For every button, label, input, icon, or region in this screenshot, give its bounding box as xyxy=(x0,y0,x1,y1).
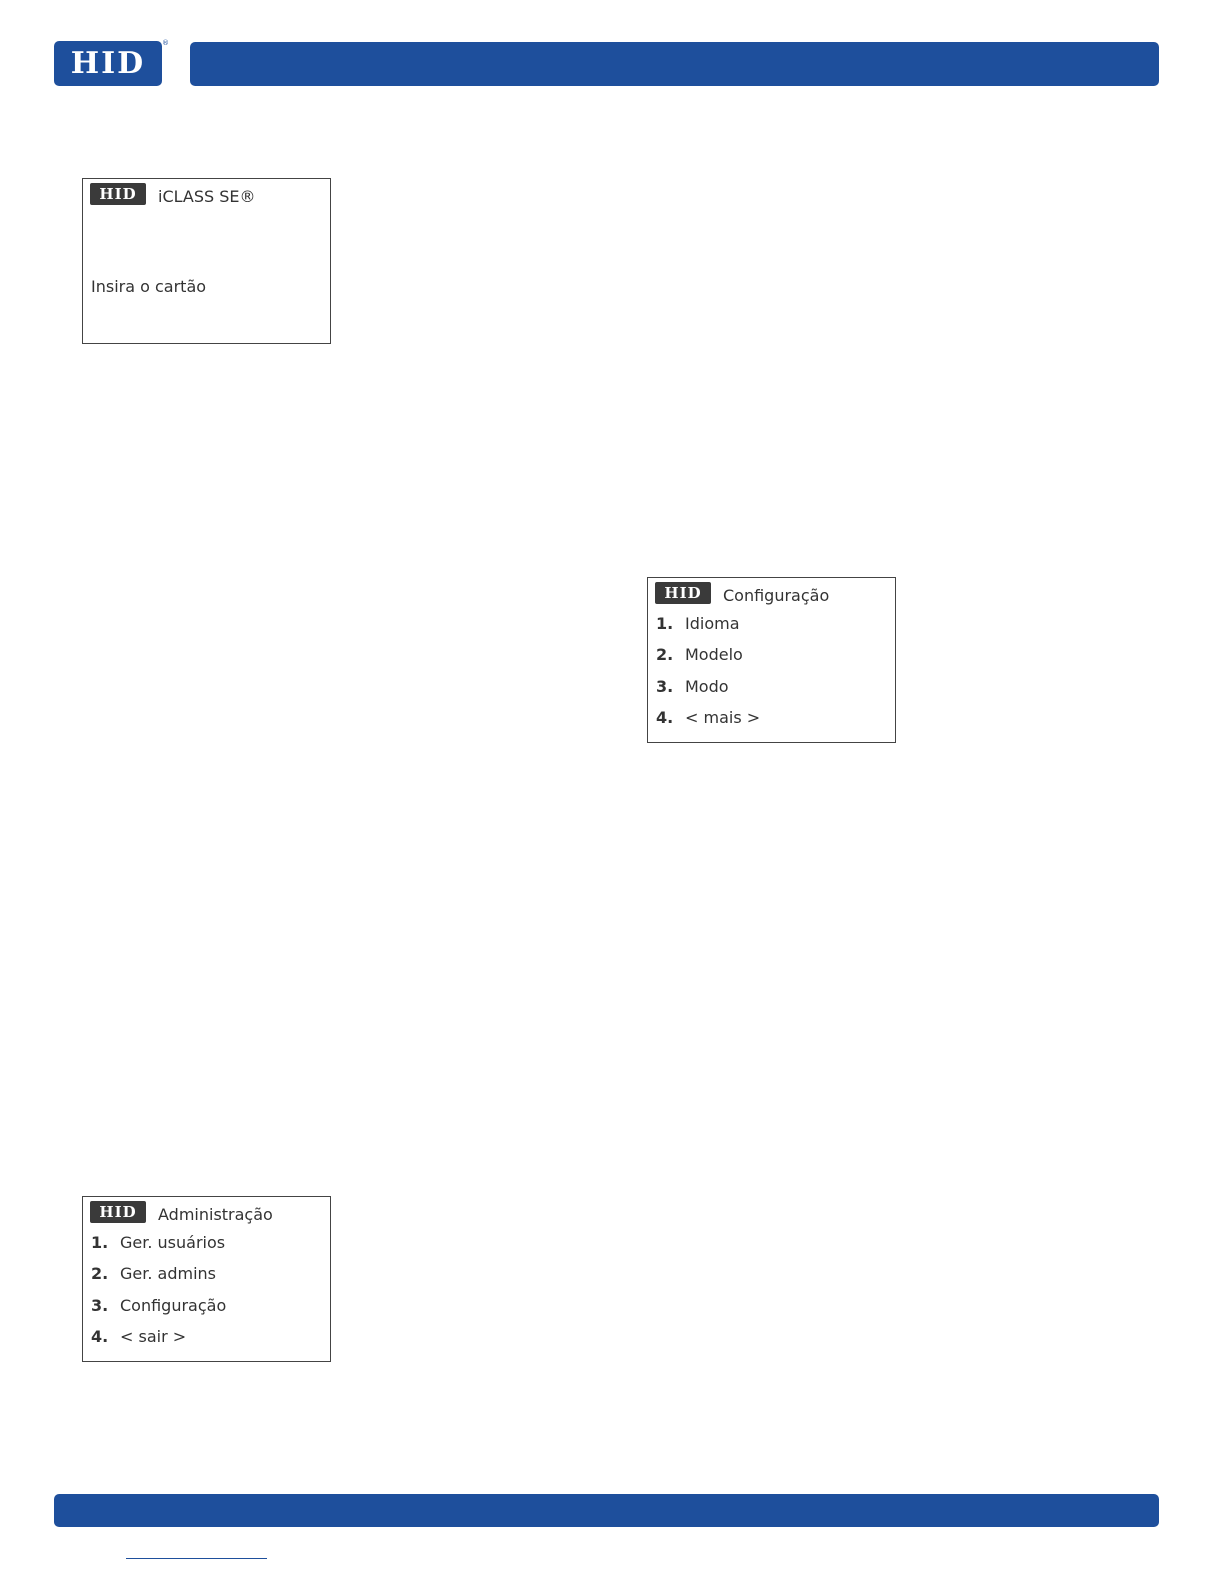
menu-item-label: Ger. admins xyxy=(120,1264,216,1284)
menu-item-label: Idioma xyxy=(685,614,740,633)
menu-item-number: 4. xyxy=(91,1326,109,1346)
menu-item[interactable] xyxy=(656,677,760,708)
screen-header xyxy=(90,183,256,205)
menu-item-label: Ger. usuários xyxy=(120,1233,226,1252)
screen-header xyxy=(90,1201,273,1223)
menu-item[interactable] xyxy=(91,1327,226,1358)
device-screen-home xyxy=(82,178,331,344)
menu-item-label: < mais > xyxy=(685,707,761,727)
screen-title: Administração xyxy=(158,1204,273,1224)
footer-link-underline[interactable] xyxy=(126,1558,267,1559)
menu-item[interactable] xyxy=(656,614,760,645)
menu-item[interactable] xyxy=(91,1264,226,1295)
admin-menu xyxy=(91,1233,226,1358)
menu-item-number: 3. xyxy=(91,1295,109,1315)
menu-item-number: 1. xyxy=(656,614,674,633)
footer-bar xyxy=(54,1494,1159,1527)
screen-header xyxy=(655,582,829,604)
menu-item[interactable] xyxy=(91,1296,226,1327)
menu-item-label: < sair > xyxy=(120,1326,187,1346)
menu-item-label: Configuração xyxy=(120,1295,227,1315)
menu-item[interactable] xyxy=(656,708,760,739)
menu-item-number: 3. xyxy=(656,676,674,696)
screen-title: Configuração xyxy=(723,585,830,605)
menu-item[interactable] xyxy=(91,1233,226,1264)
config-menu xyxy=(656,614,760,739)
device-screen-admin xyxy=(82,1196,331,1362)
menu-item[interactable] xyxy=(656,645,760,676)
header-bar xyxy=(190,42,1159,86)
menu-item-number: 2. xyxy=(656,645,674,665)
hid-screen-logo: HID xyxy=(655,582,711,604)
hid-screen-logo: HID xyxy=(90,1201,146,1223)
device-screen-config xyxy=(647,577,896,743)
hid-screen-logo: HID xyxy=(90,183,146,205)
menu-item-number: 4. xyxy=(656,707,674,727)
menu-item-number: 2. xyxy=(91,1264,109,1284)
registered-mark: ® xyxy=(162,39,169,47)
menu-item-label: Modelo xyxy=(685,645,743,665)
hid-logo: HID xyxy=(54,41,162,86)
menu-item-number: 1. xyxy=(91,1233,109,1252)
menu-item-label: Modo xyxy=(685,676,729,696)
screen-message: Insira o cartão xyxy=(91,277,207,296)
screen-title: iCLASS SE® xyxy=(158,186,256,206)
